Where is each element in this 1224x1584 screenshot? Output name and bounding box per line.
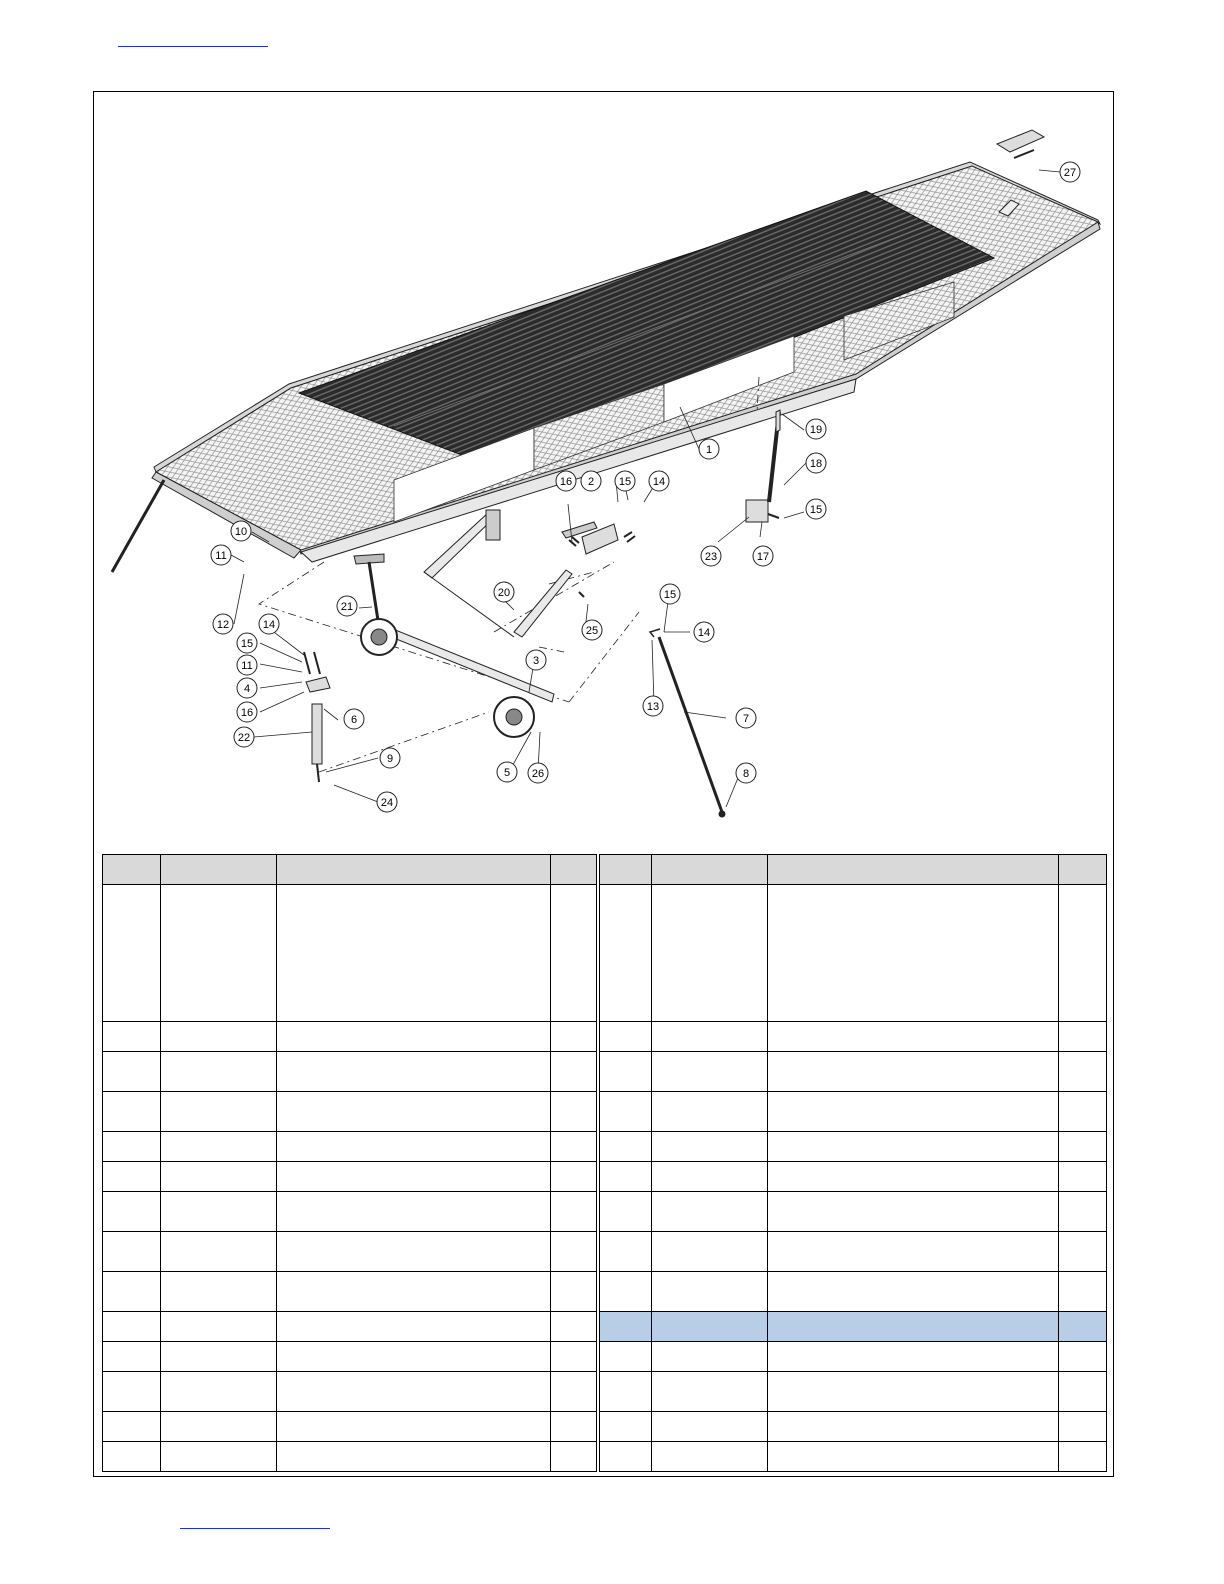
- table-row: [103, 1272, 597, 1312]
- table-row: [600, 1232, 1107, 1272]
- callout-22: 22: [237, 732, 251, 744]
- callout-3: 3: [532, 655, 540, 667]
- callout-21: 21: [340, 601, 354, 613]
- table-row: [600, 1162, 1107, 1192]
- table-row: [600, 1442, 1107, 1472]
- callout-6: 6: [350, 714, 358, 726]
- table-row-highlighted: [600, 1312, 1107, 1342]
- callout-14: 14: [262, 619, 276, 631]
- exploded-assembly-drawing: [94, 92, 1113, 852]
- callout-26: 26: [531, 768, 545, 780]
- table-row: [103, 1232, 597, 1272]
- table-row: [600, 1272, 1107, 1312]
- table-row: [103, 1342, 597, 1372]
- table-row: [103, 885, 597, 1022]
- callout-5: 5: [503, 767, 511, 779]
- parts-table-left: [102, 854, 597, 1472]
- callout-14-top: 14: [652, 476, 666, 488]
- callout-18: 18: [809, 458, 823, 470]
- callout-11-leg: 11: [241, 660, 253, 672]
- undercarriage: [354, 510, 597, 737]
- table-row: [103, 1052, 597, 1092]
- callout-15: 15: [240, 638, 254, 650]
- jack-assembly: [746, 410, 780, 522]
- table-row: [600, 1412, 1107, 1442]
- table-row: [103, 1022, 597, 1052]
- callout-12: 12: [216, 619, 230, 631]
- table-header-row: [103, 855, 597, 885]
- callout-7: 7: [742, 713, 750, 725]
- table-row: [103, 1132, 597, 1162]
- callout-2: 2: [587, 476, 595, 488]
- table-row: [103, 1312, 597, 1342]
- table-row: [103, 1372, 597, 1412]
- callout-23: 23: [704, 551, 718, 563]
- ramp-deck: [112, 130, 1100, 572]
- table-row: [103, 1442, 597, 1472]
- parts-table-right: [599, 854, 1107, 1472]
- table-row: [600, 885, 1107, 1022]
- support-leg: [304, 652, 330, 782]
- callout-13: 13: [646, 701, 660, 713]
- table-row: [600, 1092, 1107, 1132]
- callout-20: 20: [497, 587, 511, 599]
- callout-11: 11: [215, 550, 227, 562]
- callout-17: 17: [756, 551, 770, 563]
- callout-14-bar: 14: [697, 627, 711, 639]
- callout-16: 16: [240, 707, 254, 719]
- callout-9: 9: [386, 753, 394, 765]
- table-row: [103, 1162, 597, 1192]
- callout-15-top: 15: [618, 476, 632, 488]
- bottom-link-underline[interactable]: [180, 1528, 330, 1529]
- top-link-underline[interactable]: [118, 46, 268, 47]
- table-row: [103, 1192, 597, 1232]
- table-row: [600, 1022, 1107, 1052]
- callout-4: 4: [243, 683, 251, 695]
- callout-15-jack: 15: [809, 504, 823, 516]
- push-bar: [650, 629, 725, 817]
- table-row: [600, 1132, 1107, 1162]
- callout-15-bar: 15: [663, 589, 677, 601]
- table-row: [103, 1092, 597, 1132]
- callout-16-top: 16: [559, 476, 573, 488]
- callout-27: 27: [1063, 167, 1077, 179]
- table-row: [600, 1342, 1107, 1372]
- table-row: [600, 1372, 1107, 1412]
- callout-24: 24: [380, 797, 394, 809]
- callout-25: 25: [585, 625, 599, 637]
- parts-sheet-frame: [93, 91, 1114, 1477]
- table-row: [600, 1052, 1107, 1092]
- callout-1: 1: [705, 444, 713, 456]
- callout-19: 19: [809, 424, 823, 436]
- table-row: [103, 1412, 597, 1442]
- callout-10: 10: [234, 526, 248, 538]
- table-header-row: [600, 855, 1107, 885]
- callout-8: 8: [742, 768, 750, 780]
- table-row: [600, 1192, 1107, 1232]
